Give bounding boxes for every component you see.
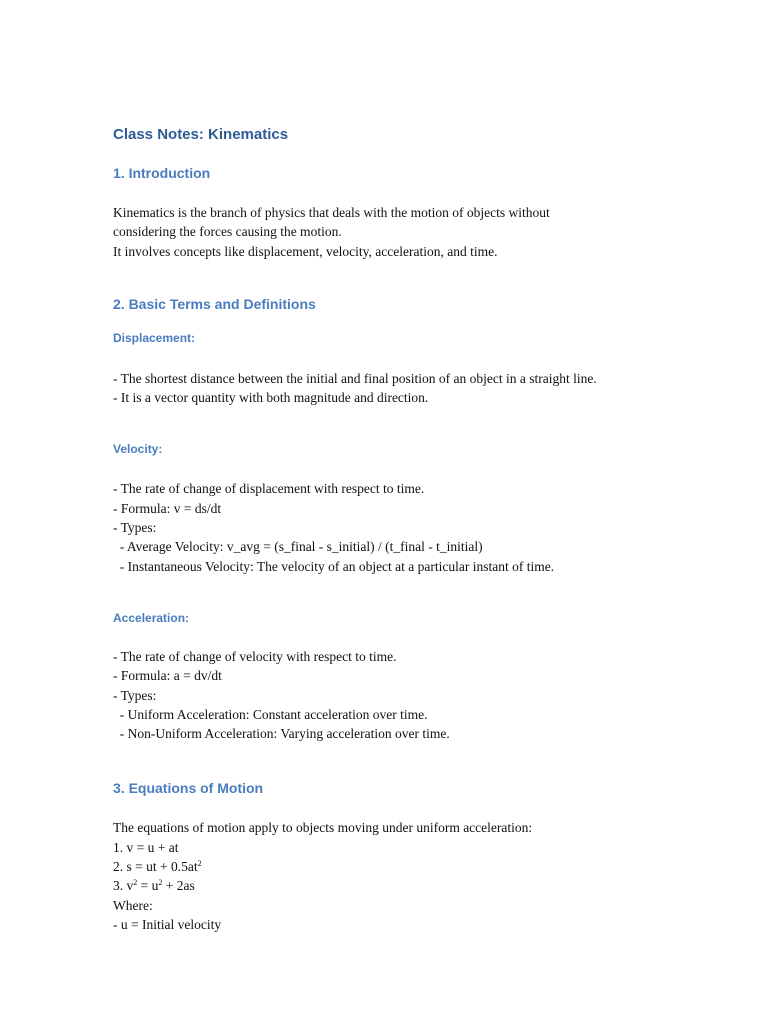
equation-2-text: 2. s = ut + 0.5at (113, 859, 198, 875)
list-item: - It is a vector quantity with both magnitude and direction. (113, 390, 429, 406)
section-heading-terms: 2. Basic Terms and Definitions (113, 295, 316, 312)
section-heading-introduction: 1. Introduction (113, 165, 211, 181)
text-line: It involves concepts like displacement, velocity, acceleration, and time. (113, 243, 498, 259)
equations-block (113, 818, 713, 934)
subheading-velocity: Velocity: (113, 442, 163, 457)
list-item: - Types: (113, 687, 157, 703)
equation-3-text: + 2as (162, 878, 195, 894)
list-item: - Uniform Acceleration: Constant acceleration over time. (113, 706, 428, 722)
list-item: - Average Velocity: v_avg = (s_final - s_initial) / (t_final - t_initial) (113, 539, 483, 555)
list-item: - Instantaneous Velocity: The velocity of an object at a particular instant of time. (113, 558, 555, 574)
equation-3 (113, 876, 713, 895)
acceleration-list (113, 647, 713, 743)
superscript: 2 (197, 859, 202, 869)
list-item: - Formula: v = ds/dt (113, 500, 222, 516)
intro-paragraph (113, 203, 713, 261)
document-page (113, 124, 713, 934)
equation-1: 1. v = u + at (113, 839, 179, 855)
list-item: - The rate of change of displacement with respect to time. (113, 481, 425, 497)
equation-3-text: = u (137, 878, 159, 894)
superscript: 2 (133, 878, 138, 888)
subheading-displacement: Displacement: (113, 330, 196, 345)
subheading-acceleration: Acceleration: (113, 610, 190, 625)
variable-definition: - u = Initial velocity (113, 916, 222, 932)
superscript: 2 (158, 878, 163, 888)
list-item: - Types: (113, 520, 157, 536)
velocity-list (113, 479, 713, 575)
equations-intro: The equations of motion apply to objects moving under uniform acceleration: (113, 820, 533, 836)
list-item: - The rate of change of velocity with respect to time. (113, 648, 397, 664)
list-item: - Formula: a = dv/dt (113, 668, 222, 684)
list-item: - Non-Uniform Acceleration: Varying acceleration over time. (113, 726, 450, 742)
list-item: - The shortest distance between the initial and final position of an object in a straight line. (113, 370, 597, 386)
equation-3-text: 3. v (113, 878, 134, 894)
where-label: Where: (113, 897, 153, 913)
text-line: Kinematics is the branch of physics that deals with the motion of objects without (113, 205, 550, 220)
equation-2 (113, 857, 713, 876)
document-title: Class Notes: Kinematics (113, 126, 289, 143)
text-line: considering the forces causing the motion. (113, 224, 342, 240)
displacement-list (113, 369, 713, 408)
section-heading-equations: 3. Equations of Motion (113, 780, 264, 797)
